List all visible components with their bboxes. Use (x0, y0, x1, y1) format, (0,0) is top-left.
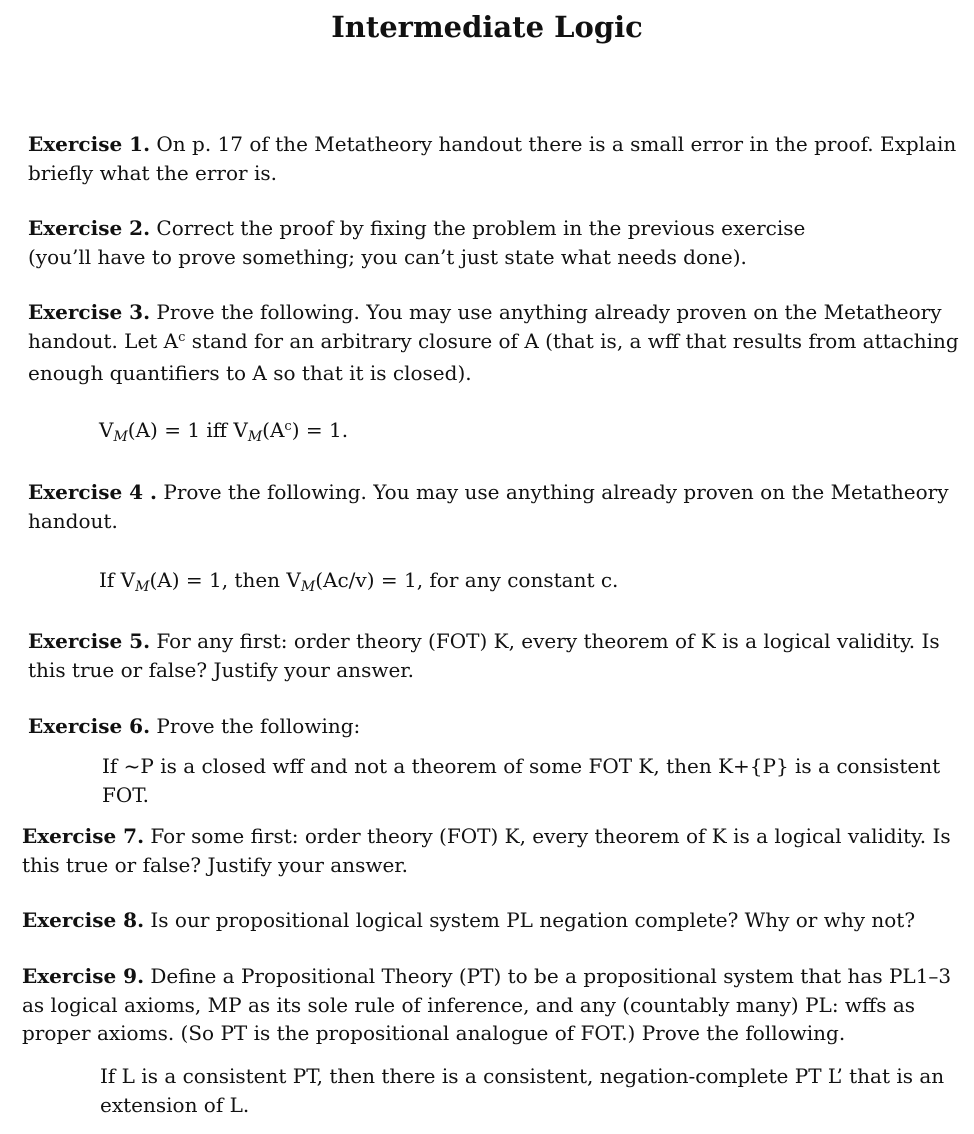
exercise-text: For some first: order theory (FOT) K, every theorem of K is a logical validity. Is this true or false? Justify your answer. (22, 824, 951, 877)
exercise-text: Prove the following. You may use anything already proven on the Metatheory handout. Let A (28, 300, 942, 353)
exercise-text: Prove the following: (150, 714, 361, 738)
script-m-symbol: M (113, 429, 128, 445)
formula-text: (A (262, 418, 285, 442)
script-m-symbol: M (247, 429, 263, 445)
superscript-c: c (284, 419, 292, 434)
exercise-text: Correct the proof by fixing the problem in the previous exercise (you’ll have to prove something; you can’t just state what needs done). (28, 216, 806, 269)
exercise-label: Exercise 1. (28, 132, 151, 156)
formula-text: If V (99, 568, 136, 592)
exercise-8 (22, 906, 962, 935)
exercise-label: Exercise 5. (28, 629, 151, 653)
exercise-label: Exercise 4 . (28, 480, 157, 504)
exercise-3-formula (99, 416, 348, 449)
exercise-label: Exercise 3. (28, 300, 151, 324)
exercise-text: Prove the following. You may use anything already proven on the Metatheory handout. (28, 480, 949, 533)
formula-text: V (99, 418, 114, 442)
formula-text: (A) = 1 iff V (127, 418, 248, 442)
exercise-9-statement: If L is a consistent PT, then there is a consistent, negation-complete PT L’ that is an extension of L. (100, 1064, 945, 1117)
superscript-c: c (178, 329, 186, 345)
exercise-text: On p. 17 of the Metatheory handout there is a small error in the proof. Explain briefly what the error is. (28, 132, 957, 185)
exercise-4 (28, 478, 968, 535)
exercise-1 (28, 130, 968, 187)
exercise-3 (28, 298, 968, 388)
exercise-label: Exercise 9. (22, 964, 145, 988)
exercise-label: Exercise 2. (28, 216, 151, 240)
script-m-symbol: M (300, 579, 316, 595)
exercise-5 (28, 627, 958, 684)
exercise-9 (22, 962, 952, 1048)
formula-text: ) = 1. (291, 418, 349, 442)
exercise-4-formula (99, 566, 618, 598)
exercise-text: stand for an arbitrary closure of A (that is, a wff that results from attaching enough quantifiers to A so that it is closed). (28, 328, 959, 385)
exercise-label: Exercise 8. (22, 908, 145, 932)
exercise-text: For any first: order theory (FOT) K, every theorem of K is a logical validity. Is this true or false? Justify your answer. (28, 629, 940, 682)
exercise-label: Exercise 7. (22, 824, 145, 848)
exercise-7 (22, 822, 957, 879)
formula-text: (A) = 1, then V (149, 568, 301, 592)
formula-text: (Ac/v) = 1, for any constant c. (315, 568, 619, 592)
page-title: Intermediate Logic (331, 10, 643, 44)
exercise-label: Exercise 6. (28, 714, 151, 738)
exercise-6 (28, 712, 968, 741)
exercise-text: Is our propositional logical system PL negation complete? Why or why not? (144, 908, 916, 932)
exercise-text: Define a Propositional Theory (PT) to be a propositional system that has PL1–3 as logical axioms, MP as its sole rule of inference, and any (countably many) PL: wffs as proper axioms. (So PT is the propositional analogue of FOT.) Prove the following. (22, 964, 952, 1045)
exercise-6-statement: If ~P is a closed wff and not a theorem of some FOT K, then K+{P} is a consistent FOT. (102, 754, 941, 807)
exercise-2 (28, 214, 828, 271)
script-m-symbol: M (135, 579, 150, 595)
